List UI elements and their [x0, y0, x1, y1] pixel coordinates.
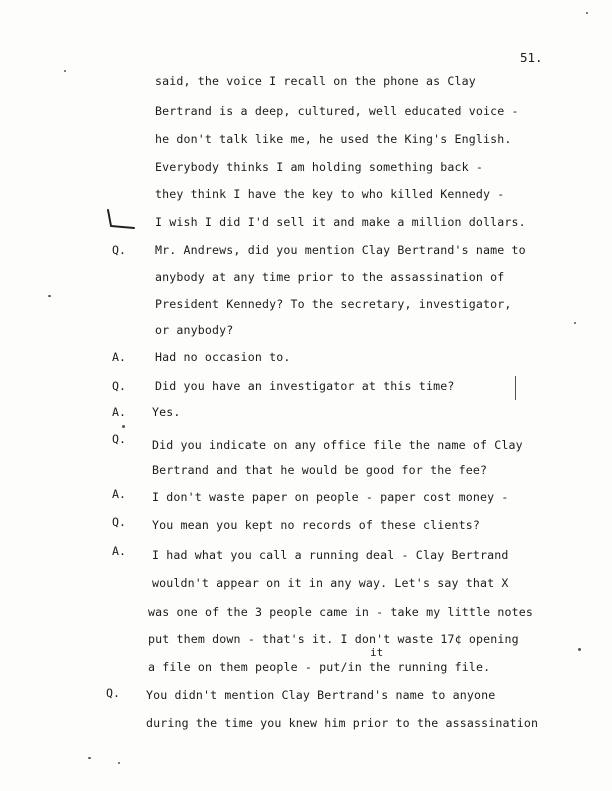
- speaker-label: Q.: [112, 515, 126, 529]
- text-line: a file on them people - put/in the running file.: [148, 660, 491, 674]
- text-line: You mean you kept no records of these clients?: [152, 518, 480, 532]
- text-line: was one of the 3 people came in - take my little notes: [148, 605, 534, 619]
- handwritten-check-mark-icon: [104, 208, 138, 232]
- speaker-label: Q.: [112, 432, 126, 446]
- scan-speck: [578, 648, 581, 651]
- text-line: they think I have the key to who killed Kennedy -: [155, 187, 505, 201]
- text-line: Mr. Andrews, did you mention Clay Bertrand's name to: [155, 243, 526, 257]
- text-line: Did you have an investigator at this time?: [155, 379, 455, 393]
- scan-speck: [574, 322, 576, 324]
- scan-speck: [122, 425, 125, 428]
- scan-speck: [515, 376, 516, 400]
- text-line: Bertrand and that he would be good for the fee?: [152, 463, 488, 477]
- text-line: I don't waste paper on people - paper cost money -: [152, 490, 509, 504]
- scan-speck: [48, 295, 51, 297]
- speaker-label: A.: [112, 405, 126, 419]
- speaker-label: A.: [112, 350, 126, 364]
- page-number: 51.: [520, 50, 543, 65]
- speaker-label: Q.: [112, 243, 126, 257]
- text-line: said, the voice I recall on the phone as Clay: [155, 74, 476, 88]
- text-line: Had no occasion to.: [155, 350, 291, 364]
- scan-speck: [586, 12, 588, 14]
- text-line: or anybody?: [155, 323, 234, 337]
- text-line: I wish I did I'd sell it and make a million dollars.: [155, 215, 526, 229]
- text-line: during the time you knew him prior to the assassination: [146, 716, 539, 730]
- scan-speck: [64, 70, 66, 72]
- text-line: Everybody thinks I am holding something back -: [155, 160, 483, 174]
- text-line: Did you indicate on any office file the name of Clay: [152, 438, 523, 452]
- text-line: Yes.: [152, 405, 181, 419]
- text-line: he don't talk like me, he used the King's English.: [155, 132, 512, 146]
- text-line: Bertrand is a deep, cultured, well educated voice -: [155, 104, 519, 118]
- speaker-label: A.: [112, 487, 126, 501]
- scan-speck: [88, 757, 91, 759]
- text-line: You didn't mention Clay Bertrand's name to anyone: [146, 688, 496, 702]
- scan-speck: [118, 762, 120, 764]
- text-line: I had what you call a running deal - Clay Bertrand: [152, 548, 509, 562]
- text-line: wouldn't appear on it in any way. Let's say that X: [152, 576, 509, 590]
- speaker-label: A.: [112, 544, 126, 558]
- interlinear-insert: it: [370, 646, 384, 659]
- text-line: put them down - that's it. I don't waste 17¢ opening: [148, 632, 519, 646]
- speaker-label: Q.: [106, 686, 120, 700]
- speaker-label: Q.: [112, 379, 126, 393]
- text-line: President Kennedy? To the secretary, investigator,: [155, 297, 512, 311]
- text-line: anybody at any time prior to the assassination of: [155, 270, 505, 284]
